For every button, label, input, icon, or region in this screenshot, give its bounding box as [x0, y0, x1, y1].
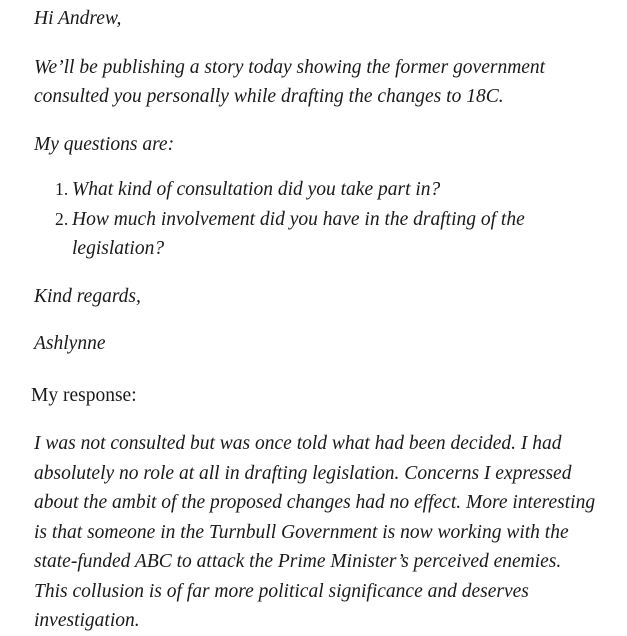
email-signature: Ashlynne	[34, 333, 106, 354]
question-text: What kind of consultation did you take part in?	[72, 179, 441, 200]
question-text: How much involvement did you have in the drafting of the legislation?	[72, 208, 525, 259]
email-greeting: Hi Andrew,	[34, 8, 122, 29]
email-signoff: Kind regards,	[34, 285, 141, 307]
response-body: I was not consulted but was once told what had been decided. I had absolutely no role at all in drafting legislation. Concerns I expressed about the ambit of the proposed changes had no effect. More interesting is that someone in the Turnbull Government is now working with the state-funded ABC to attack the Prime Minister’s perceived enemies. This collusion is of far more political significance and deserves investigation.	[34, 433, 596, 631]
email-intro-paragraph: We’ll be publishing a story today showing the former government consulted you personally while drafting the changes to 18C.	[34, 56, 546, 107]
question-list-item	[34, 205, 599, 264]
list-marker: 2.	[55, 208, 69, 229]
questions-intro: My questions are:	[34, 133, 175, 155]
response-label: My response:	[31, 384, 137, 406]
question-list-item	[34, 175, 599, 205]
list-marker: 1.	[55, 179, 69, 199]
questions-list	[34, 175, 599, 264]
